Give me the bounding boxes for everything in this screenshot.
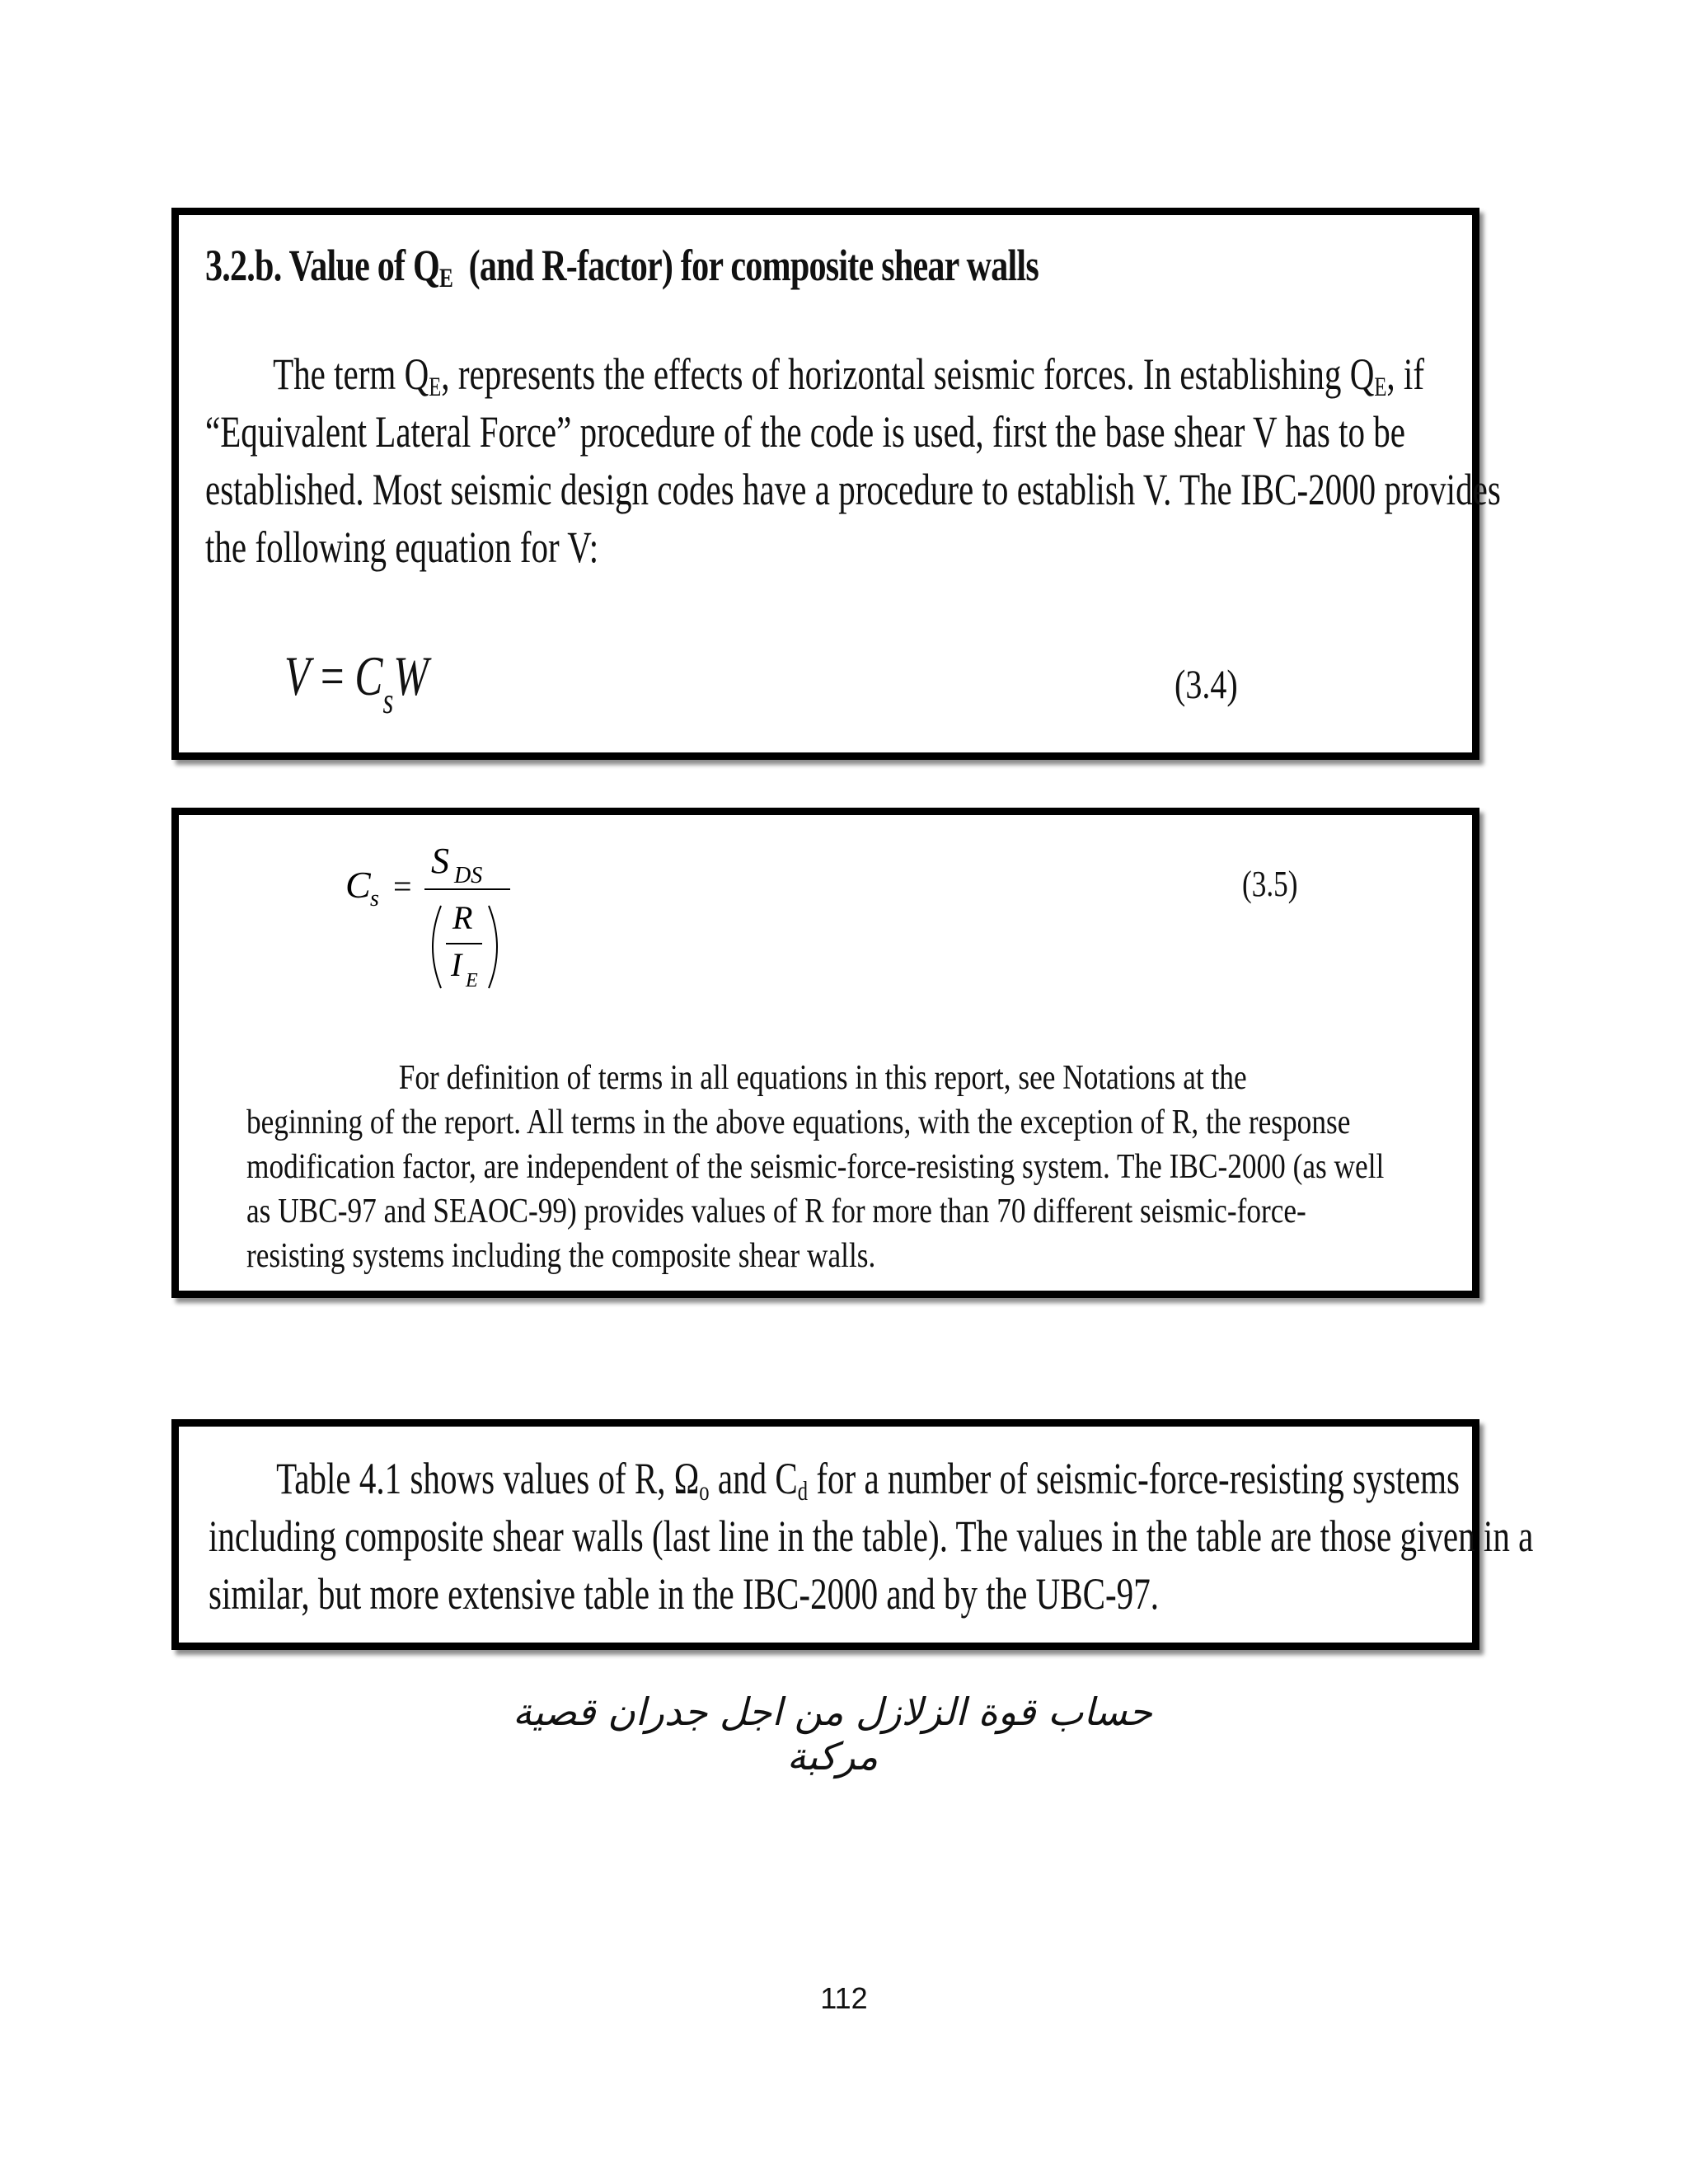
svg-text:R: R [452,899,473,936]
heading-suffix: (and R-factor) for composite shear walls [468,241,1039,290]
paragraph-line: beginning of the report. All terms in the above equations, with the exception of R, the response [246,1104,1351,1141]
equation-number: (3.4) [1175,661,1238,707]
svg-text:E: E [466,970,478,991]
paragraph-line: established. Most seismic design codes have a procedure to establish V. The IBC-2000 provides [205,465,1501,514]
equation-number: (3.5) [1242,864,1298,904]
paragraph-definitions [246,1056,1384,1278]
paragraph-line: Table 4.1 shows values of R, $\Omega_o$ and $C_d$ for a number of seismic-force-resisting systems [276,1454,1461,1507]
arabic-caption: حساب قوة الزلازل من اجل جدران قصية مركبة [513,1690,1152,1779]
svg-text:C: C [345,864,371,906]
svg-text:I: I [451,946,462,983]
heading-prefix: 3.2.b. Value of [205,241,406,290]
paragraph-line: similar, but more extensive table in the IBC-2000 and by the UBC-97. [209,1569,1159,1619]
svg-text:s: s [370,886,379,912]
paragraph-line: including composite shear walls (last line in the table). The values in the table are those given in a [209,1511,1534,1561]
paragraph-line: the following equation for V: [205,523,599,572]
paragraph-line: The term $Q_E$, represents the effects of horizontal seismic forces. In establishing $Q_E$, if [273,349,1424,403]
svg-text:DS: DS [454,863,483,888]
equation-3-4: $V = C_sW$ [284,644,429,721]
section-heading [205,240,1039,294]
heading-symbol: Q [413,241,440,290]
equation-box-3-5 [171,808,1479,1298]
paragraph-line: modification factor, are independent of the seismic-force-resisting system. The IBC-2000 (as well [246,1148,1385,1186]
equation-3-5 [335,823,599,1021]
paragraph-base-shear [205,345,1501,576]
table-reference-box [171,1419,1534,1650]
paragraph-line: For definition of terms in all equations in this report, see Notations at the [398,1059,1247,1097]
heading-symbol-sub: E [439,264,453,294]
paragraph-line: as UBC-97 and SEAOC-99) provides values of R for more than 70 different seismic-force- [246,1193,1306,1230]
page-number: 112 [820,1981,868,2015]
paragraph-line: resisting systems including the composite shear walls. [246,1237,876,1275]
section-box-3-2-b [171,208,1501,760]
paragraph-table-4-1 [209,1450,1533,1623]
svg-text:S: S [431,841,449,881]
paragraph-line: “Equivalent Lateral Force” procedure of the code is used, first the base shear V has to be [205,407,1406,457]
svg-text:=: = [393,868,412,905]
